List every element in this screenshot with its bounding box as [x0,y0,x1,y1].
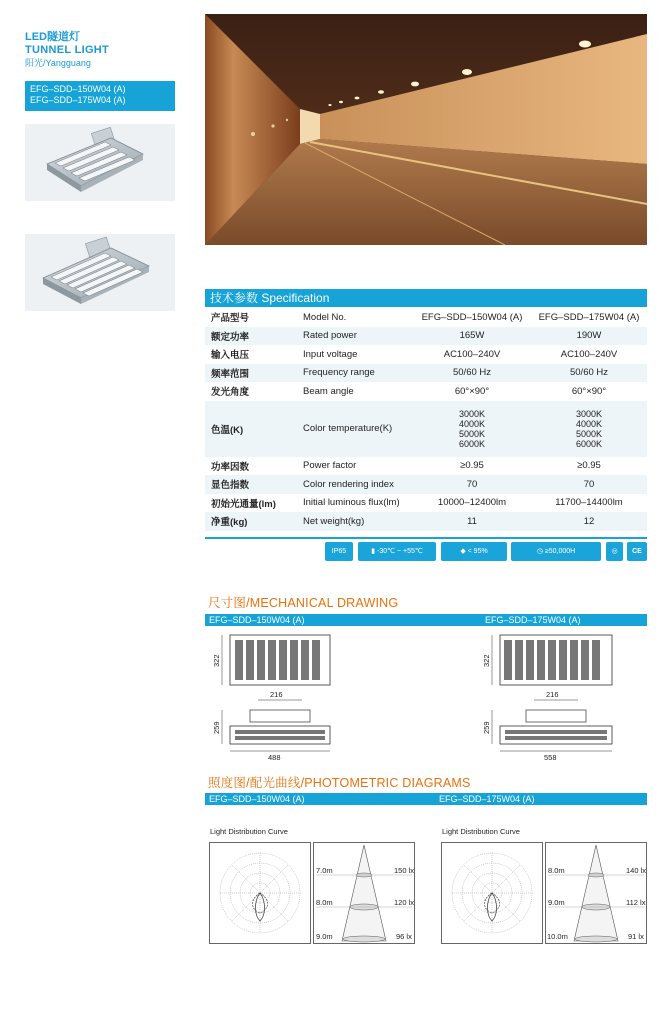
mechanical-model-a: EFG–SDD–150W04 (A) [205,614,480,626]
lux-label: 112 lx [626,898,646,907]
illuminance-cone-b [545,842,647,944]
spec-label-cn: 发光角度 [205,382,303,401]
spec-label-cn: 输入电压 [205,345,303,364]
illuminance-cone-a [313,842,415,944]
spec-value-a: 165W [413,327,531,346]
distance-label: 9.0m [548,898,565,907]
dim-bracket-b: 216 [546,690,559,699]
polar-diagram-a [209,842,311,944]
cct-value: 3000K [575,408,603,419]
spec-label-en: Color temperature(K) [303,401,413,457]
spec-heading: 技术参数 Specification [205,289,647,307]
cct-value: 3000K [458,408,486,419]
droplet-icon: ◆ [460,548,468,555]
lux-label: 120 lx [394,898,414,907]
table-row [205,475,647,494]
thermometer-icon: ▮ [371,548,378,555]
spec-label-en: Color rendering index [303,475,413,494]
cct-value: 6000K [458,438,486,449]
photometric-model-b: EFG–SDD–175W04 (A) [437,793,647,805]
distance-label: 8.0m [316,898,333,907]
distance-label: 9.0m [316,932,333,941]
spec-label-en: Net weight(kg) [303,512,413,531]
spec-label-cn: 额定功率 [205,327,303,346]
spec-value-a: 50/60 Hz [413,364,531,383]
spec-value-b: EFG–SDD–175W04 (A) [531,308,647,327]
photometric-model-a: EFG–SDD–150W04 (A) [205,793,437,805]
product-image-175w [25,234,175,311]
spec-value-b: 190W [531,327,647,346]
drawing-150w [210,630,335,765]
dim-width-b: 558 [544,753,557,762]
spec-value-a: 10000–12400lm [413,494,531,513]
spec-table [205,308,647,531]
spec-value-b: 12 [531,512,647,531]
spec-value-a: 11 [413,512,531,531]
spec-value-b [531,401,647,457]
spec-label-cn: 产品型号 [205,308,303,327]
spec-label-en: Initial luminous flux(lm) [303,494,413,513]
feature-badges [325,542,647,561]
spec-value-b: 50/60 Hz [531,364,647,383]
spec-value-a: ≥0.95 [413,457,531,476]
ip-rating-badge: IP65 [325,542,353,561]
table-row [205,401,647,457]
brand-name: 阳光/Yangguang [25,58,91,68]
table-row [205,512,647,531]
lux-label: 91 lx [628,932,644,941]
spec-value-a [413,401,531,457]
temperature-range: -30℃ ~ +55℃ [377,548,423,555]
spec-label-cn: 色温(K) [205,401,303,457]
tunnel-photo [205,14,647,245]
spec-label-cn: 显色指数 [205,475,303,494]
table-row [205,345,647,364]
spec-value-a: 70 [413,475,531,494]
dim-depth-b: 259 [482,721,491,734]
spec-label-en: Input voltage [303,345,413,364]
spec-label-cn: 频率范围 [205,364,303,383]
lifetime-value: ≥50,000H [544,548,576,555]
table-row [205,327,647,346]
spec-value-b: 11700–14400lm [531,494,647,513]
brand-block [25,31,175,69]
humidity-value: < 95% [467,548,488,555]
lifetime-badge [511,542,601,561]
distance-label: 8.0m [548,866,565,875]
product-title-en: TUNNEL LIGHT [25,44,110,56]
distance-label: 10.0m [547,932,568,941]
lux-label: 140 lx [626,866,646,875]
cct-value: 4000K [575,418,603,429]
spec-label-en: Model No. [303,308,413,327]
spec-label-en: Frequency range [303,364,413,383]
cct-value: 5000K [458,428,486,439]
spec-label-en: Power factor [303,457,413,476]
dim-depth-a: 259 [212,721,221,734]
photometric-model-bar [205,793,647,805]
table-row [205,494,647,513]
spec-value-a: EFG–SDD–150W04 (A) [413,308,531,327]
spec-label-en: Rated power [303,327,413,346]
mechanical-title: 尺寸图/MECHANICAL DRAWING [208,596,399,610]
ce-mark-icon: CE [627,542,647,561]
spec-value-a: 60°×90° [413,382,531,401]
dim-bracket-a: 216 [270,690,283,699]
table-row [205,308,647,327]
cct-value: 5000K [575,428,603,439]
table-row [205,364,647,383]
photometric-title: 照度图/配光曲线/PHOTOMETRIC DIAGRAMS [208,776,471,790]
polar-diagram-b [441,842,543,944]
humidity-badge [441,542,507,561]
spec-value-b: ≥0.95 [531,457,647,476]
mechanical-model-bar [205,614,647,626]
spec-label-cn: 净重(kg) [205,512,303,531]
mechanical-model-b: EFG–SDD–175W04 (A) [480,614,647,626]
clock-icon: ◷ [536,548,545,555]
model-item: EFG–SDD–150W04 (A) [30,84,126,94]
spec-value-a: AC100–240V [413,345,531,364]
curve-label-b: Light Distribution Curve [442,827,520,836]
spec-value-b: 60°×90° [531,382,647,401]
table-row [205,382,647,401]
spec-label-cn: 功率因数 [205,457,303,476]
temperature-badge [358,542,436,561]
product-title-cn: LED隧道灯 [25,31,80,43]
dim-height-a: 322 [212,654,221,667]
spec-label-cn: 初始光通量(lm) [205,494,303,513]
spec-value-b: 70 [531,475,647,494]
spec-label-en: Beam angle [303,382,413,401]
dim-width-a: 488 [268,753,281,762]
lux-label: 96 lx [396,932,412,941]
table-row [205,457,647,476]
dim-height-b: 322 [482,654,491,667]
model-list [25,81,175,111]
drawing-175w [482,630,617,765]
cct-value: 4000K [458,418,486,429]
curve-label-a: Light Distribution Curve [210,827,288,836]
spec-value-b: AC100–240V [531,345,647,364]
model-item: EFG–SDD–175W04 (A) [30,95,126,105]
distance-label: 7.0m [316,866,333,875]
certification-icon: ◎ [606,542,623,561]
product-image-150w [25,124,175,201]
cct-value: 6000K [575,438,603,449]
lux-label: 150 lx [394,866,414,875]
spec-divider [205,537,647,539]
